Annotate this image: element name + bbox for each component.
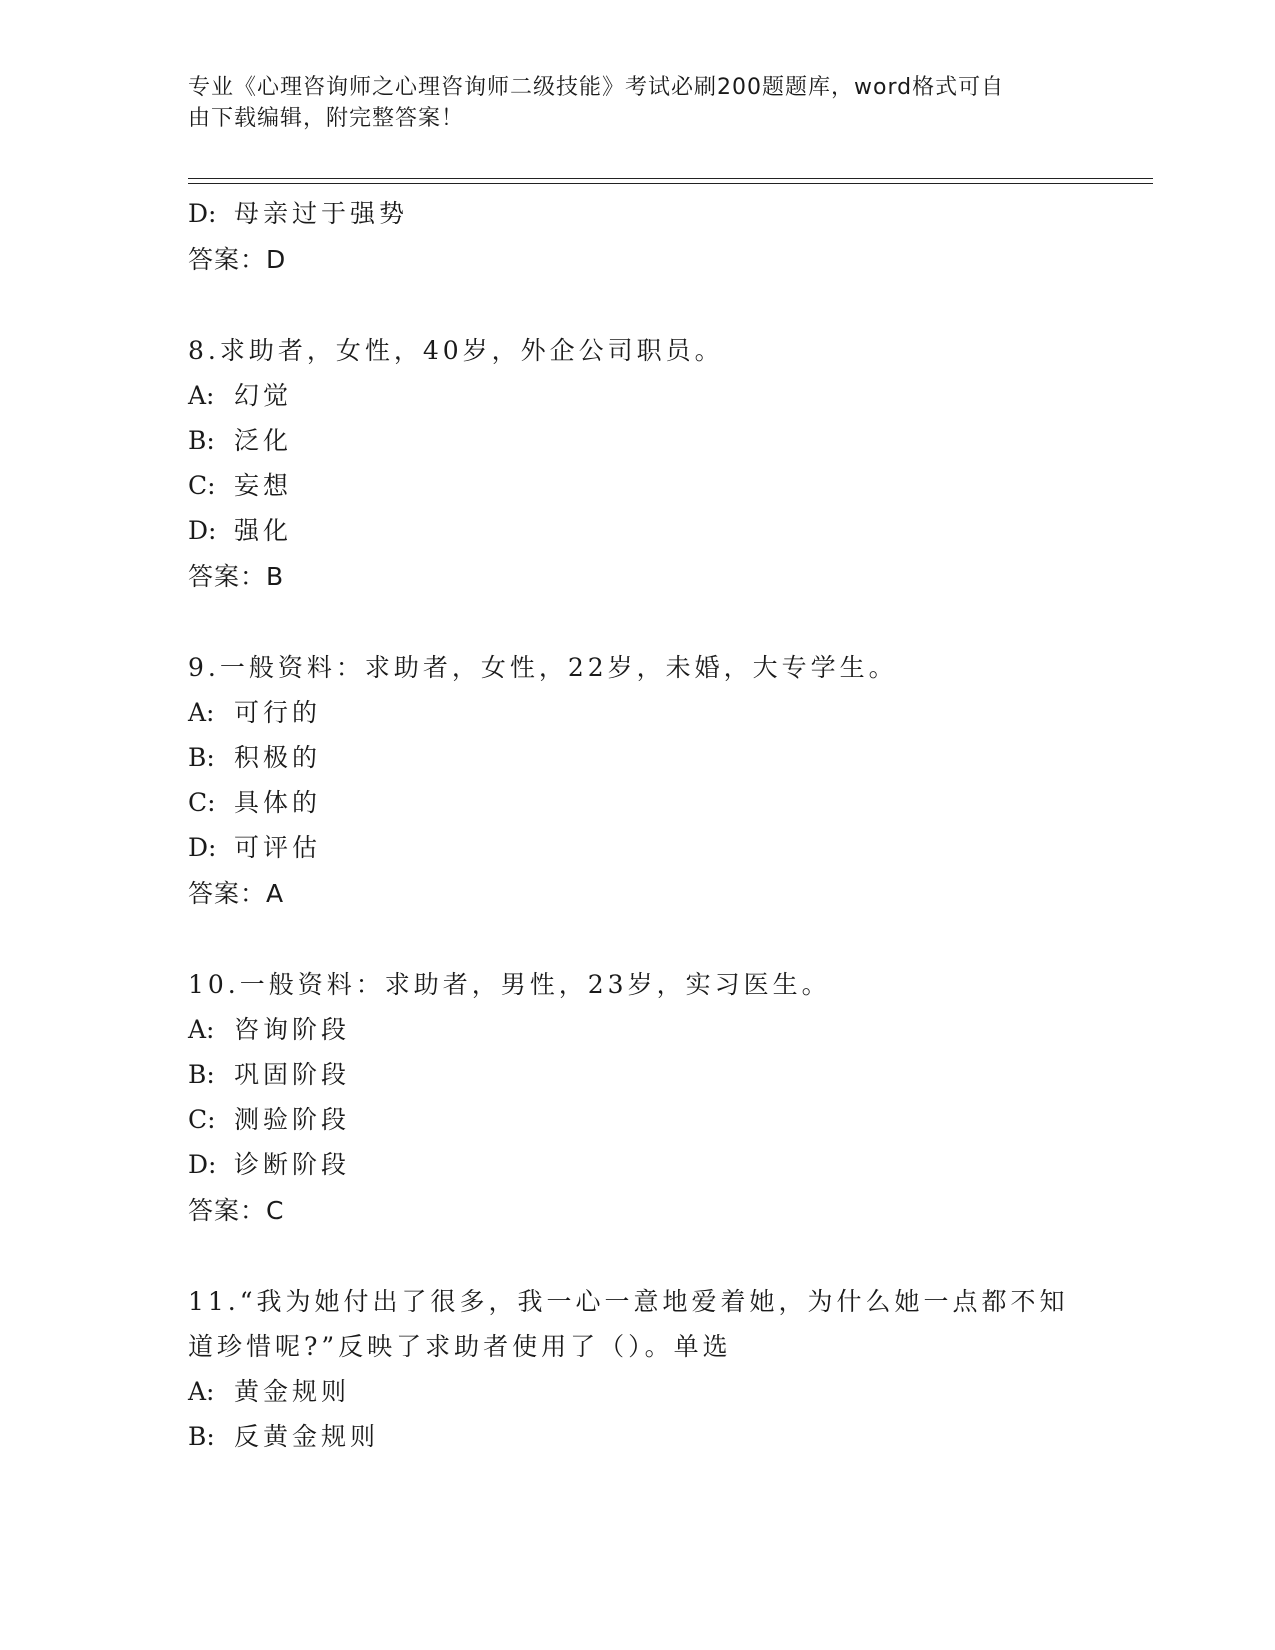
option-letter: B: bbox=[188, 1422, 215, 1451]
header-line-2: 由下载编辑，附完整答案！ bbox=[188, 106, 465, 131]
option-letter: D: bbox=[188, 1150, 217, 1179]
q8-answer: 答案：B bbox=[188, 562, 285, 591]
prev-option-d bbox=[188, 194, 408, 230]
option-letter: A: bbox=[188, 1015, 215, 1044]
option-text: 妄想 bbox=[234, 471, 293, 500]
q9-option-d bbox=[188, 828, 321, 864]
option-text: 母亲过于强势 bbox=[234, 199, 409, 228]
q9-option-b bbox=[188, 738, 321, 774]
prev-answer: 答案：D bbox=[188, 245, 287, 274]
option-text: 反黄金规则 bbox=[234, 1422, 380, 1451]
q9-option-c bbox=[188, 783, 321, 819]
option-letter: D: bbox=[188, 199, 217, 228]
q11-option-a bbox=[188, 1372, 350, 1408]
option-letter: C: bbox=[188, 471, 216, 500]
option-text: 巩固阶段 bbox=[234, 1060, 351, 1089]
q8-option-b bbox=[188, 421, 292, 457]
q11-stem-line-1: 11.“我为她付出了很多，我一心一意地爱着她，为什么她一点都不知 bbox=[188, 1287, 1069, 1316]
q10-stem: 10.一般资料：求助者，男性，23岁，实习医生。 bbox=[188, 970, 831, 999]
q8-option-c bbox=[188, 466, 292, 502]
q11-stem-line-2: 道珍惜呢?”反映了求助者使用了（）。单选 bbox=[188, 1332, 732, 1361]
option-text: 可评估 bbox=[234, 833, 322, 862]
q9-stem: 9.一般资料：求助者，女性，22岁，未婚，大专学生。 bbox=[188, 653, 898, 682]
q8-stem: 8.求助者，女性，40岁，外企公司职员。 bbox=[188, 336, 724, 365]
option-letter: A: bbox=[188, 1377, 215, 1406]
option-text: 咨询阶段 bbox=[234, 1015, 351, 1044]
option-text: 具体的 bbox=[234, 788, 322, 817]
q10-answer: 答案：C bbox=[188, 1196, 285, 1225]
q10-option-d bbox=[188, 1145, 350, 1181]
q10-option-b bbox=[188, 1055, 350, 1091]
q10-option-a bbox=[188, 1010, 350, 1046]
option-letter: A: bbox=[188, 698, 215, 727]
q8-option-d bbox=[188, 511, 292, 547]
option-letter: B: bbox=[188, 426, 215, 455]
q10-option-c bbox=[188, 1100, 350, 1136]
header-rule-bottom bbox=[188, 183, 1153, 184]
option-text: 幻觉 bbox=[234, 381, 293, 410]
option-text: 强化 bbox=[234, 516, 293, 545]
option-text: 积极的 bbox=[234, 743, 322, 772]
option-letter: D: bbox=[188, 833, 217, 862]
header-rule-top bbox=[188, 178, 1153, 179]
option-letter: B: bbox=[188, 1060, 215, 1089]
q8-option-a bbox=[188, 376, 292, 412]
option-letter: C: bbox=[188, 788, 216, 817]
document-header bbox=[188, 72, 1068, 134]
option-letter: D: bbox=[188, 516, 217, 545]
option-text: 测验阶段 bbox=[234, 1105, 351, 1134]
option-text: 泛化 bbox=[234, 426, 293, 455]
option-letter: A: bbox=[188, 381, 215, 410]
option-text: 黄金规则 bbox=[234, 1377, 351, 1406]
header-line-1: 专业《心理咨询师之心理咨询师二级技能》考试必刷200题题库，word格式可自 bbox=[188, 75, 1005, 100]
option-letter: C: bbox=[188, 1105, 216, 1134]
q11-option-b bbox=[188, 1417, 379, 1453]
option-text: 可行的 bbox=[234, 698, 322, 727]
option-letter: B: bbox=[188, 743, 215, 772]
option-text: 诊断阶段 bbox=[234, 1150, 351, 1179]
q9-answer: 答案：A bbox=[188, 879, 285, 908]
q9-option-a bbox=[188, 693, 321, 729]
